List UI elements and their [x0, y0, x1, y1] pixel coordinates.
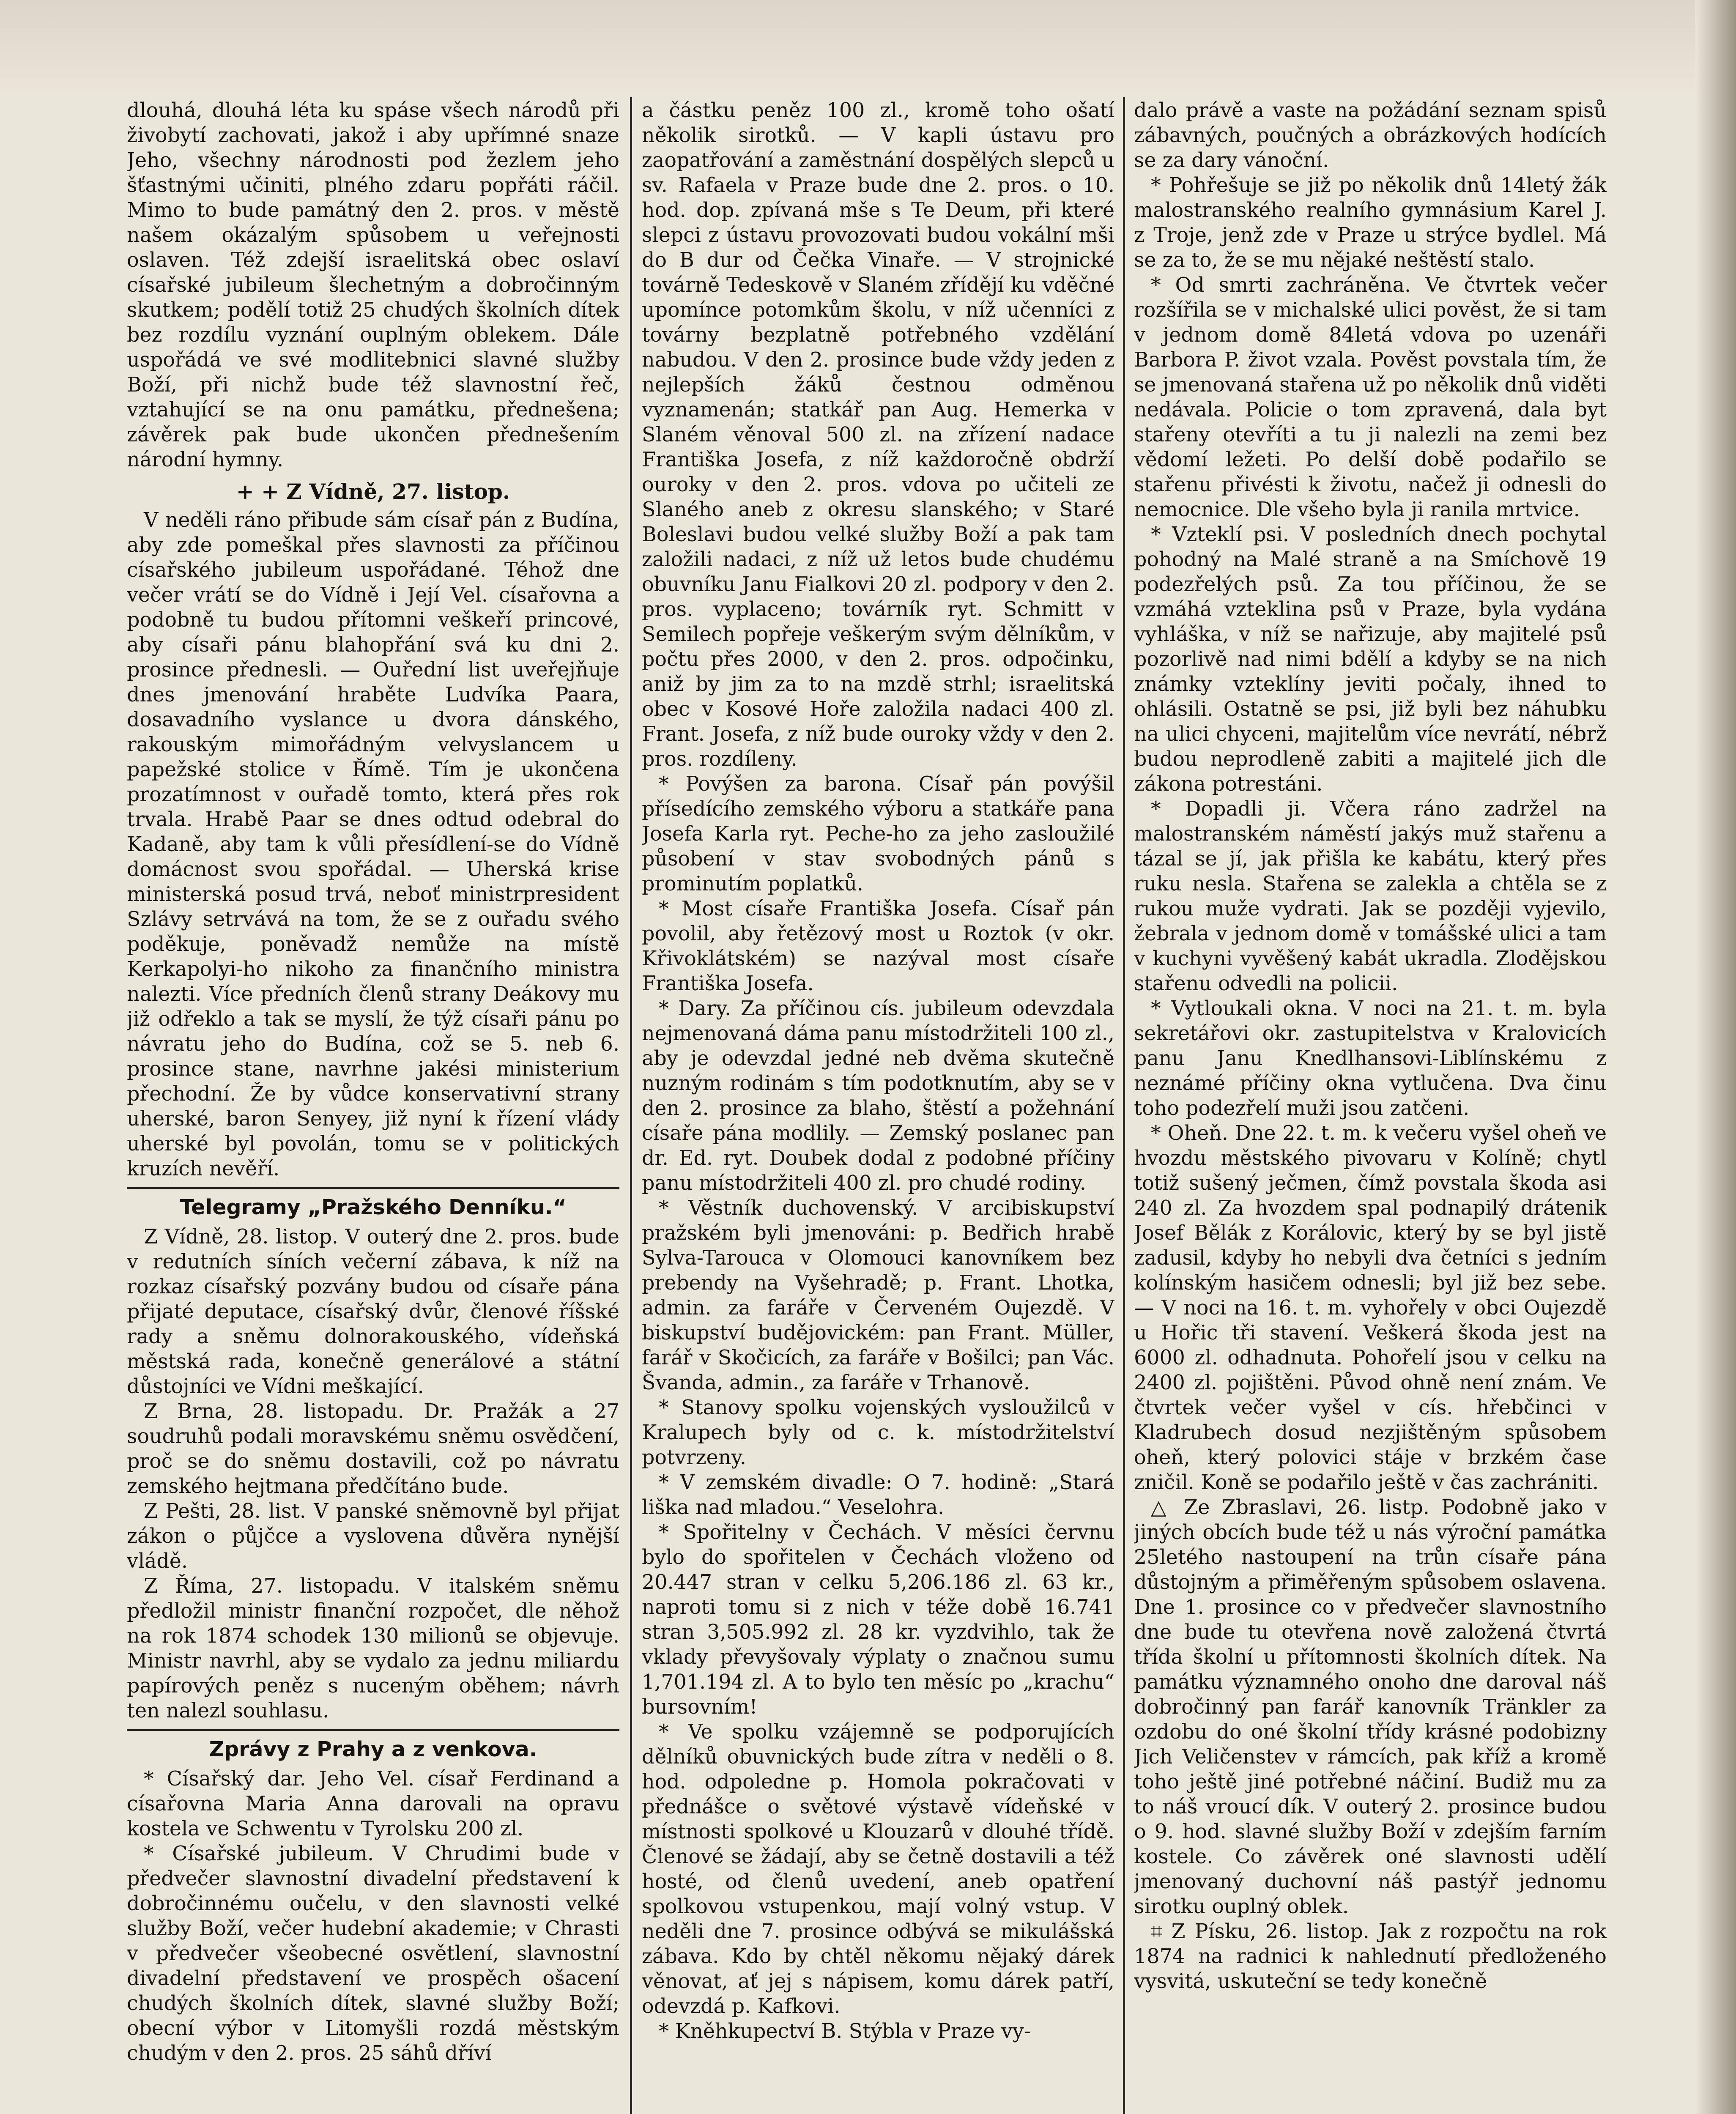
- news-item: * Stanovy spolku vojenských vysloužilců v Kralupech byly od c. k. místodržitelství potvrzeny.: [642, 1396, 1114, 1469]
- column-rule: [630, 97, 632, 2114]
- news-item: * Dary. Za příčinou cís. jubileum odevzdala nejmenovaná dáma panu místodržiteli 100 zl., aby je odevzdal jedné neb dvěma skutečně nuzným rodinám s tím podotknutím, aby se v den 2. prosince za blaho, štěstí a požehnání císaře pána modlily. — Zemský poslanec pan dr. Ed. ryt. Doubek dodal z podobné příčiny panu místodržiteli 400 zl. pro chudé rodiny.: [642, 997, 1114, 1195]
- column-rule: [1123, 97, 1125, 2114]
- section-divider: [127, 1729, 619, 1731]
- column-left: [127, 98, 619, 2114]
- telegram-item: Z Brna, 28. listopadu. Dr. Pražák a 27 soudruhů podali moravskému sněmu osvědčení, proč se do sněmu dostavili, což po návratu zemského hejtmana předčítáno bude.: [127, 1400, 619, 1498]
- telegram-item: Z Říma, 27. listopadu. V italském sněmu předložil ministr finanční rozpočet, dle něhož na rok 1874 schodek 130 milionů se objevuje. Ministr navrhl, aby se vydalo za jednu miliardu papírových peněz s nuceným oběhem; návrh ten nalezl souhlasu.: [127, 1575, 619, 1722]
- news-item: * Od smrti zachráněna. Ve čtvrtek večer rozšířila se v michalské ulici pověst, že si tam v jednom domě 84letá vdova po uzenáři Barbora P. život vzala. Pověst povstala tím, že se jmenovaná stařena už po několik dnů viděti nedávala. Policie o tom zpravená, dala byt stařeny otevříti a tu ji nalezli na zemi bez vědomí ležeti. Po delší době podařilo se stařenu přivésti k životu, načež ji odnesli do nemocnice. Dle všeho byla ji ranila mrtvice.: [1134, 274, 1607, 521]
- news-item: * Věstník duchovenský. V arcibiskupství pražském byli jmenováni: p. Bedřich hrabě Sylva-Tarouca v Olomouci kanovníkem bez prebendy na Vyšehradě; p. Frant. Lhotka, admin. za faráře v Červeném Oujezdě. V biskupství budějovickém: pan Frant. Müller, farář v Skočicích, za faráře v Bošilci; pan Vác. Švanda, admin., za faráře v Trhanově.: [642, 1197, 1114, 1394]
- section-divider: [127, 1187, 619, 1189]
- telegram-item: Z Pešti, 28. list. V panské sněmovně byl přijat zákon o půjčce a vyslovena důvěra nynější vládě.: [127, 1500, 619, 1573]
- article-text: a částku peněz 100 zl., kromě toho ošatí několik sirotků. — V kapli ústavu pro zaopatřování a zaměstnání dospělých slepců u sv. Rafaela v Praze bude dne 2. pros. o 10. hod. dop. zpívaná mše s Te Deum, při které slepci z ústavu provozovati budou vokální mši do B dur od Čečka Vinaře. — V strojnické továrně Tedeskově v Slaném zřídějí ku vděčné upomínce potomkům školu, v níž učenníci z továrny bezplatně potřebného vzdělání nabudou. V den 2. prosince bude vždy jeden z nejlepších žáků čestnou odměnou vyznamenán; statkář pan Aug. Hemerka v Slaném věnoval 500 zl. na zřízení nadace Františka Josefa, z níž každoročně obdrží ouroky v den 2. pros. vdova po učiteli ze Slaného aneb z okresu slanského; v Staré Boleslavi budou velké služby Boží a pak tam založili nadaci, z níž už letos bude chudému obuvníku Janu Fialkovi 20 zl. podpory v den 2. pros. vyplaceno; továrník ryt. Schmitt v Semilech popřeje veškerým svým dělníkům, v počtu přes 2000, v den 2. pros. odpočinku, aniž by jim za to na mzdě strhl; israelitská obec v Kosové Hoře založila nadaci 400 zl. Frant. Josefa, z níž bude ouroky vždy v den 2. pros. rozdíleny.: [642, 99, 1114, 771]
- news-item: * Vytloukali okna. V noci na 21. t. m. byla sekretářovi okr. zastupitelstva v Kralovicích panu Janu Knedlhansovi-Liblínskému z neznámé příčiny okna vytlučena. Dva činu toho podezřelí muži jsou zatčeni.: [1134, 997, 1607, 1120]
- news-item: * Oheň. Dne 22. t. m. k večeru vyšel oheň ve hvozdu městského pivovaru v Kolíně; chytl totiž sušený ječmen, čímž povstala škoda asi 240 zl. Za hvozdem spal podnapilý drátenik Josef Bělák z Korálovic, který by se byl jistě zadusil, kdyby ho nebyli dva četníci s jedním kolínským hasičem odnesli; byl již bez sebe. — V noci na 16. t. m. vyhořely v obci Oujezdě u Hořic tři stavení. Veškerá škoda jest na 6000 zl. odhadnuta. Pohořelí jsou v celku na 2400 zl. pojištěni. Původ ohně není znám. Ve čtvrtek večer vyšel v cís. hřebčinci v Kladrubech dosud nezjištěným spůsobem oheň, který polovici stáje v brzkém čase zničil. Koně se podařilo ještě v čas zachrániti.: [1134, 1122, 1607, 1494]
- section-heading-telegrams: Telegramy „Pražského Denníku.“: [180, 1195, 567, 1219]
- news-item: * Povýšen za barona. Císař pán povýšil přísedícího zemského výboru a statkáře pana Josefa Karla ryt. Peche-ho za jeho zasloužilé působení v stav svobodných pánů s prominutím poplatků.: [642, 772, 1114, 895]
- news-item: ⌗ Z Písku, 26. listop. Jak z rozpočtu na rok 1874 na radnici k nahlednutí předloženého vysvitá, uskuteční se tedy konečně: [1134, 1920, 1607, 1993]
- page-edge-shadow: [1695, 0, 1736, 2114]
- news-item: * Pohřešuje se již po několik dnů 14letý žák malostranského realního gymnásium Karel J. z Troje, jenž zde v Praze u strýce bydlel. Má se za to, že se mu nějaké neštěstí stalo.: [1134, 174, 1607, 272]
- telegram-item: Z Vídně, 28. listop. V outerý dne 2. pros. bude v redutních síních večerní zábava, k níž na rozkaz císařský pozvány budou od císaře pána přijaté deputace, císařský dvůr, členové říšské rady a sněmu dolnorakouského, vídeňská městská rada, konečně generálové a státní důstojníci ve Vídni meškající.: [127, 1225, 619, 1398]
- article-text: dalo právě a vaste na požádání seznam spisů zábavných, poučných a obrázkových hodících se za dary vánoční.: [1134, 99, 1607, 172]
- news-item: * Císařský dar. Jeho Vel. císař Ferdinand a císařovna Maria Anna darovali na opravu kostela ve Schwentu v Tyrolsku 200 zl.: [127, 1767, 619, 1840]
- section-heading-news: Zprávy z Prahy a z venkova.: [209, 1737, 537, 1761]
- article-text: V neděli ráno přibude sám císař pán z Budína, aby zde pomeškal přes slavnosti za příčinou císařského jubileum uspořádané. Téhož dne večer vrátí se do Vídně i Její Vel. císařovna a podobně tu budou přítomni veškeří princové, aby císaři pánu blahopřání svá ku dni 2. prosince přednesli. — Ouřední list uveřejňuje dnes jmenování hraběte Ludvíka Paara, dosavadního vyslance u dvora dánského, rakouským mimořádným velvyslancem u papežské stolice v Římě. Tím je ukončena prozatímnost v ouřadě tomto, která přes rok trvala. Hrabě Paar se dnes odtud odebral do Kadaně, aby tam k vůli přesídlení-se do Vídně domácnost svou spořádal. — Uherská krise ministerská posud trvá, neboť ministrpresident Szlávy setrvává na tom, že se z ouřadu svého poděkuje, poněvadž nemůže na místě Kerkapolyi-ho nikoho za finančního ministra nalezti. Více předních členů strany Deákovy mu již odřeklo a tak se myslí, že týž císaři pánu po návratu jeho do Budína, což se 5. neb 6. prosince stane, navrhne jakési ministerium přechodní. Že by vůdce konservativní strany uherské, baron Senyey, již nyní k řízení vlády uherské byl povolán, tomu se v politických kruzích nevěří.: [127, 509, 619, 1180]
- news-item: * Kněhkupectví B. Stýbla v Praze vy-: [659, 2020, 1031, 2043]
- news-item: * Ve spolku vzájemně se podporujících dělníků obuvnických bude zítra v neděli o 8. hod. odpoledne p. Homola pokračovati v přednášce o světové výstavě vídeňské v místnosti spolkové u Klouzarů v dlouhé třídě. Členové se žádají, aby se četně dostavili a též hosté, od členů uvedení, aneb opatření spolkovou vstupenkou, mají volný vstup. V neděli dne 7. prosince odbývá se mikulášská zábava. Kdo by chtěl někomu nějaký dárek věnovat, ať jej s nápisem, komu dárek patří, odevzdá p. Kafkovi.: [642, 1720, 1114, 2018]
- news-item: * Most císaře Františka Josefa. Císař pán povolil, aby řetězový most u Roztok (v okr. Křivoklátském) se nazýval most císaře Františka Josefa.: [642, 897, 1114, 995]
- news-item: * V zemském divadle: O 7. hodině: „Stará liška nad mladou.“ Veselohra.: [642, 1471, 1114, 1519]
- column-right: [1134, 98, 1607, 2114]
- article-text: dlouhá, dlouhá léta ku spáse všech národů při živobytí zachovati, jakož i aby upřímné snaze Jeho, všechny národnosti pod žezlem jeho šťastnými učiniti, plného zdaru popřáti ráčil. Mimo to bude památný den 2. pros. v městě našem okázalým spůsobem u veřejnosti oslaven. Též zdejší israelitská obec oslaví císařské jubileum šlechetným a dobročinným skutkem; podělí totiž 25 chudých školních dítek bez rozdílu vyznání ouplným oblekem. Dále uspořádá ve své modlitebnici slavné služby Boží, při nichž bude též slavnostní řeč, vztahující se na onu památku, přednešena; závěrek pak bude ukončen přednešením národní hymny.: [127, 99, 619, 471]
- dateline-vienna: + + Z Vídně, 27. listop.: [236, 479, 510, 504]
- news-item: △ Ze Zbraslavi, 26. listp. Podobně jako v jiných obcích bude též u nás výroční památka 25letého nastoupení na trůn císaře pána důstojným a přiměřeným spůsobem oslavena. Dne 1. prosince co v předvečer slavnostního dne bude tu otevřena nově založená čtvrtá třída školní u přítomnosti školních dítek. Na památku významného onoho dne daroval náš dobročinný pan farář kanovník Tränkler za ozdobu do oné školní třídy krásné podobizny Jich Veličenstev v rámcích, pak kříž a kromě toho ještě jiné potřebné náčiní. Budiž mu za to náš vroucí dík. V outerý 2. prosince budou o 9. hod. slavné služby Boží v zdejším farním kostele. Co závěrek oné slavnosti udělí jmenovaný duchovní náš pastýř jednomu sirotku ouplný oblek.: [1134, 1496, 1607, 1918]
- news-item: * Vzteklí psi. V posledních dnech pochytal pohodný na Malé straně a na Smíchově 19 podezřelých psů. Za tou příčinou, že se vzmáhá vzteklina psů v Praze, byla vydána vyhláška, v níž se nařizuje, aby majitelé psů pozorlivě nad nimi bdělí a kdyby se na nich známky vzteklíny jeviti počaly, ihned to ohlásili. Ostatně se psi, již byli bez náhubku na ulici chyceni, majitelům více nevrátí, nébrž budou neprodleně zabiti a majitelé jich dle zákona potrestáni.: [1134, 523, 1607, 796]
- top-margin: [0, 0, 1736, 97]
- news-item: * Císařské jubileum. V Chrudimi bude v předvečer slavnostní divadelní představení k dobročinnému oučelu, v den slavnosti velké služby Boží, večer hudební akademie; v Chrasti v předvečer všeobecné osvětlení, slavnostní divadelní představení ve prospěch ošacení chudých školních dítek, slavné služby Boží; obecní výbor v Litomyšli rozdá městským chudým v den 2. pros. 25 sáhů dříví: [127, 1842, 619, 2065]
- column-middle: [642, 98, 1114, 2114]
- news-item: * Spořitelny v Čechách. V měsíci červnu bylo do spořitelen v Čechách vloženo od 20.447 stran v celku 5,206.186 zl. 63 kr., naproti tomu si z nich v téže době 16.741 stran 3,505.992 zl. 28 kr. vyzdvihlo, tak že vklady převyšovaly výplaty o značnou sumu 1,701.194 zl. A to bylo ten měsíc po „krachu“ bursovním!: [642, 1521, 1114, 1719]
- news-item: * Dopadli ji. Včera ráno zadržel na malostranském náměstí jakýs muž stařenu a tázal se jí, jak přišla ke kabátu, který přes ruku nesla. Stařena se zalekla a chtěla se z rukou muže vydrati. Jak se později vyjevilo, žebrala v jednom domě v tomášské ulici a tam v kuchyni vyvěšený kabát ukradla. Zlodějskou stařenu odvedli na policii.: [1134, 797, 1607, 995]
